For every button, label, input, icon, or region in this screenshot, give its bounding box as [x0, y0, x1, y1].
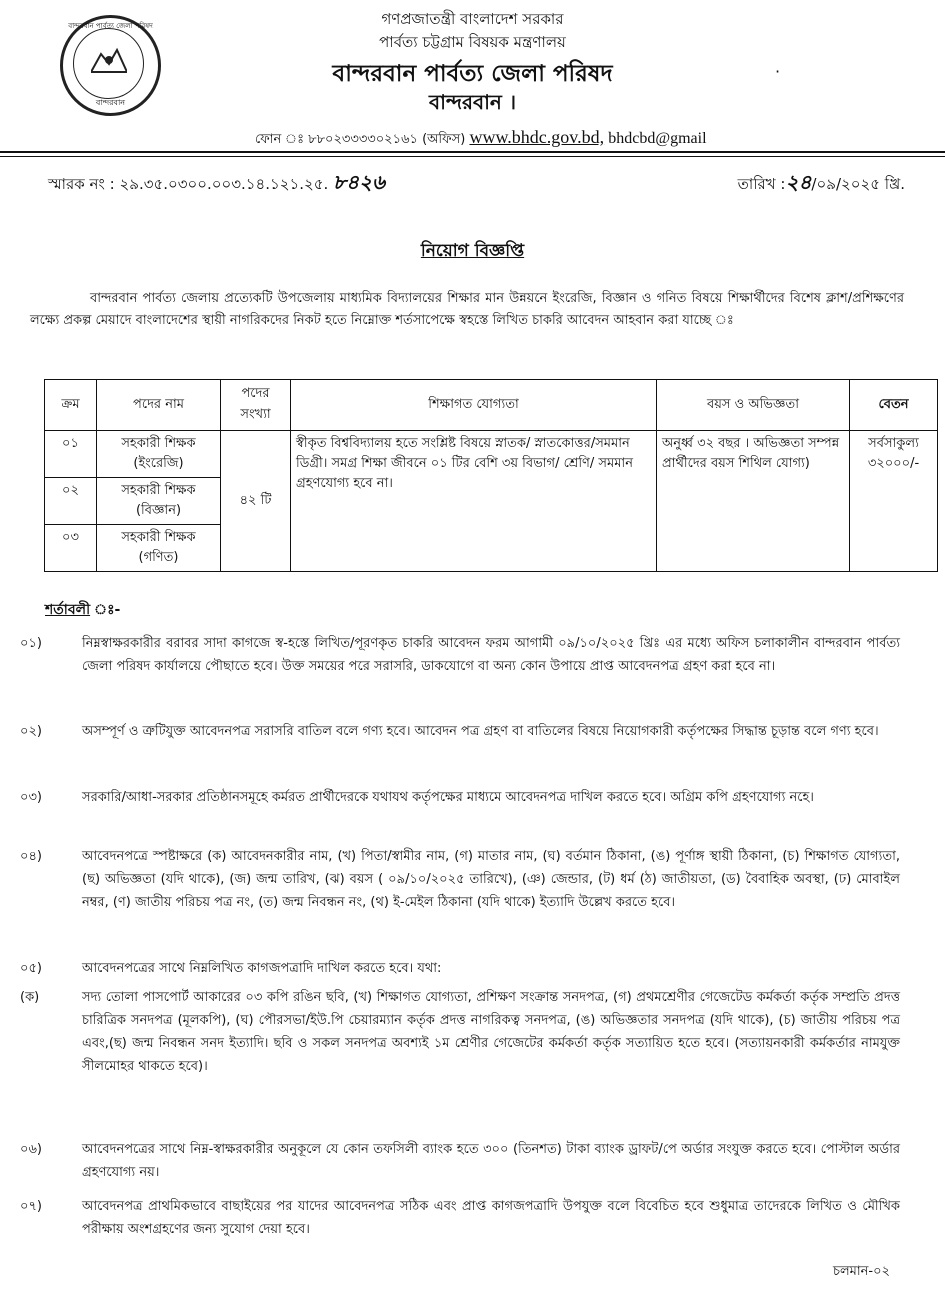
condition-text: আবেদনপত্রে স্পষ্টাক্ষরে (ক) আবেদনকারীর নাম, (খ) পিতা/স্বামীর নাম, (গ) মাতার নাম, (ঘ) বর্তমান ঠিকানা, (ঙ) পূর্ণাঙ্গ স্থায়ী ঠিকানা, (চ) শিক্ষাগত যোগ্যতা, (ছ) অভিজ্ঞতা (যদি থাকে), (জ) জন্ম তারিখ, (ঝ) বয়স ( ০৯/১০/২০২৫ তারিখে), (ঞ) জেন্ডার, (ট) ধর্ম (ঠ) জাতীয়তা, (ড) বৈবাহিক অবস্থা, (ঢ) মোবাইল নম্বর, (ণ) জাতীয় পরিচয় পত্র নং, (ত) জন্ম নিবন্ধন নং, (থ) ই-মেইল ঠিকানা (যদি থাকে) ইত্যাদি উল্লেখ করতে হবে।	[82, 849, 900, 910]
condition-item	[20, 786, 900, 809]
conditions-heading	[45, 598, 120, 622]
header-age: বয়স ও অভিজ্ঞতা	[657, 380, 850, 431]
condition-number: ০৪)	[20, 849, 42, 864]
memo-number: ৮৪২৬	[333, 170, 385, 194]
date-rest: /০৯/২০২৫ খ্রি.	[811, 175, 905, 193]
condition-item	[20, 1195, 900, 1241]
table-row	[45, 431, 938, 478]
ministry-title: পার্বত্য চট্টগ্রাম বিষয়ক মন্ত্রণালয়	[379, 33, 566, 51]
condition-number: ০২)	[20, 724, 42, 739]
cell-serial: ০৩	[45, 525, 97, 572]
seal-top-text: বান্দরবান পার্বত্য জেলা পরিষদ	[68, 22, 153, 30]
email-text: bhdcbd@gmail	[608, 130, 707, 147]
cell-post: সহকারী শিক্ষক (গণিত)	[97, 525, 221, 572]
condition-item	[20, 957, 900, 980]
vacancy-table	[44, 379, 938, 572]
notice-title: নিয়োগ বিজ্ঞপ্তি	[420, 241, 525, 261]
cell-count: ৪২ টি	[221, 431, 291, 572]
condition-text: আবেদনপত্রের সাথে নিম্ন-স্বাক্ষরকারীর অনুকূলে যে কোন তফসিলী ব্যাংক হতে ৩০০ (তিনশত) টাকা ব্যাংক ড্রাফট/পে অর্ডার সংযুক্ত করতে হবে। পোস্টাল অর্ডার গ্রহণযোগ্য নয়।	[82, 1142, 900, 1180]
government-title: গণপ্রজাতন্ত্রী বাংলাদেশ সরকার	[381, 10, 564, 28]
conditions-heading-suffix: ঃ-	[114, 602, 121, 618]
header-divider-thick	[0, 151, 945, 153]
cell-serial: ০২	[45, 478, 97, 525]
condition-number: ০৬)	[20, 1142, 42, 1157]
condition-text: অসম্পূর্ণ ও ত্রুটিযুক্ত আবেদনপত্র সরাসরি বাতিল বলে গণ্য হবে। আবেদন পত্র গ্রহণ বা বাতিলের বিষয়ে নিয়োগকারী কর্তৃপক্ষের সিদ্ধান্ত চূড়ান্ত বলে গণ্য হবে।	[82, 724, 879, 739]
condition-number: (ক)	[20, 990, 40, 1005]
cell-age: অনুর্ধ্ব ৩২ বছর । অভিজ্ঞতা সম্পন্ন প্রার্থীদের বয়স শিথিল যোগ্য)	[657, 431, 850, 572]
website-link[interactable]: www.bhdc.gov.bd,	[469, 127, 605, 147]
condition-text: নিম্নস্বাক্ষরকারীর বরাবর সাদা কাগজে স্ব-হস্তে লিখিত/পূরণকৃত চাকরি আবেদন ফরম আগামী ০৯/১০/২০২৫ খ্রিঃ এর মধ্যে অফিস চলাকালীন বান্দরবান পার্বত্য জেলা পরিষদ কার্যালয়ে পৌছাতে হবে। উক্ত সময়ের পরে সরাসরি, ডাকযোগে বা অন্য কোন উপায়ে প্রাপ্ত আবেদনপত্র গ্রহণ করা হবে না।	[82, 636, 900, 674]
header-serial: ক্রম	[45, 380, 97, 431]
cell-post: সহকারী শিক্ষক (ইংরেজি)	[97, 431, 221, 478]
date-line	[738, 168, 905, 201]
header-salary: বেতন	[850, 380, 938, 431]
condition-text: আবেদনপত্র প্রাথমিকভাবে বাছাইয়ের পর যাদের আবেদনপত্র সঠিক এবং প্রাপ্ত কাগজপত্রাদি উপযুক্ত বলে বিবেচিত হবে শুধুমাত্র তাদেরকে লিখিত ও মৌখিক পরীক্ষায় অংশগ্রহণের জন্য সুযোগ দেয়া হবে।	[82, 1199, 900, 1237]
memo-label: স্মারক নং : ২৯.৩৫.০৩০০.০০৩.১৪.১২১.২৫.	[48, 175, 329, 193]
condition-text: আবেদনপত্রের সাথে নিম্নলিখিত কাগজপত্রাদি দাখিল করতে হবে। যথা:	[82, 961, 442, 976]
condition-text: সদ্য তোলা পাসপোর্ট আকারের ০৩ কপি রঙিন ছবি, (খ) শিক্ষাগত যোগ্যতা, প্রশিক্ষণ সংক্রান্ত সনদপত্র, (গ) প্রথমশ্রেণীর গেজেটেড কর্মকর্তা কর্তৃক সম্প্রতি প্রদত্ত চারিত্রিক সনদপত্র (মূলকপি), (ঘ) পৌরসভা/ইউ.পি চেয়ারম্যান কর্তৃক প্রদত্ত নাগরিকত্ব সনদপত্র, (ঙ) অভিজ্ঞতার সনদপত্র (যদি থাকে), (চ) জাতীয় পরিচয় পত্র এবং,(ছ) জন্ম নিবন্ধন সনদ ইত্যাদি। ছবি ও সকল সনদপত্র অবশ্যই ১ম শ্রেণীর গেজেটের কর্মকর্তা কর্তৃক সত্যায়িত হতে হবে। (সত্যায়নকারী কর্মকর্তার নামযুক্ত সীলমোহর থাকতে হবে)।	[82, 990, 900, 1074]
district-title: বান্দরবান ।	[429, 90, 516, 114]
condition-number: ০১)	[20, 636, 42, 651]
condition-item	[20, 1138, 900, 1184]
condition-item	[20, 986, 900, 1078]
cell-salary: সর্বসাকুল্য ৩২০০০/-	[850, 431, 938, 572]
header-count: পদের সংখ্যা	[221, 380, 291, 431]
cell-serial: ০১	[45, 431, 97, 478]
condition-number: ০৩)	[20, 790, 42, 805]
intro-paragraph: বান্দরবান পার্বত্য জেলায় প্রত্যেকটি উপজেলায় মাধ্যমিক বিদ্যালয়ের শিক্ষার মান উন্নয়নে ইংরেজি, বিজ্ঞান ও গনিত বিষয়ে শিক্ষার্থীদের বিশেষ ক্লাশ/প্রশিক্ষণের লক্ষ্যে প্রকল্প মেয়াদে বাংলাদেশের স্থায়ী নাগরিকদের নিকট হতে নিম্নোক্ত শর্তসাপেক্ষে স্বহস্তে লিখিত চাকরি আবেদন আহবান করা যাচ্ছে ঃ	[30, 291, 904, 328]
cell-qualification: স্বীকৃত বিশ্ববিদ্যালয় হতে সংশ্লিষ্ট বিষয়ে স্নাতক/ স্নাতকোত্তর/সমমান ডিগ্রী। সমগ্র শিক্ষা জীবনে ০১ টির বেশি ৩য় বিভাগ/ শ্রেণি/ সমমান গ্রহণযোগ্য হবে না।	[291, 431, 657, 572]
memo-line	[48, 168, 385, 201]
phone-text: ফোন ঃ ৮৮০২৩৩৩৩০২১৬১ (অফিস)	[255, 132, 466, 147]
table-header-row	[45, 380, 938, 431]
header-divider-thin	[0, 156, 945, 157]
stray-mark: ·	[775, 62, 781, 81]
header-post: পদের নাম	[97, 380, 221, 431]
condition-number: ০৫)	[20, 961, 42, 976]
date-label: তারিখ :	[737, 175, 786, 193]
conditions-heading-label: শর্তাবলী	[45, 602, 91, 618]
office-title: বান্দরবান পার্বত্য জেলা পরিষদ	[332, 61, 613, 87]
condition-item	[20, 845, 900, 914]
condition-text: সরকারি/আধা-সরকার প্রতিষ্ঠানসমূহে কর্মরত প্রার্থীদেরকে যথাযথ কর্তৃপক্ষের মাধ্যমে আবেদনপত্র দাখিল করতে হবে। অগ্রিম কপি গ্রহণযোগ্য নহে।	[82, 790, 814, 805]
date-day: ২৪	[785, 170, 812, 194]
continuation-note: চলমান-০২	[832, 1264, 890, 1279]
cell-post: সহকারী শিক্ষক (বিজ্ঞান)	[97, 478, 221, 525]
header-qualification: শিক্ষাগত যোগ্যতা	[291, 380, 657, 431]
condition-number: ০৭)	[20, 1199, 42, 1214]
condition-item	[20, 720, 900, 743]
condition-item	[20, 632, 900, 678]
contact-line	[255, 127, 707, 151]
seal-bottom-text: বান্দরবান	[95, 98, 126, 107]
